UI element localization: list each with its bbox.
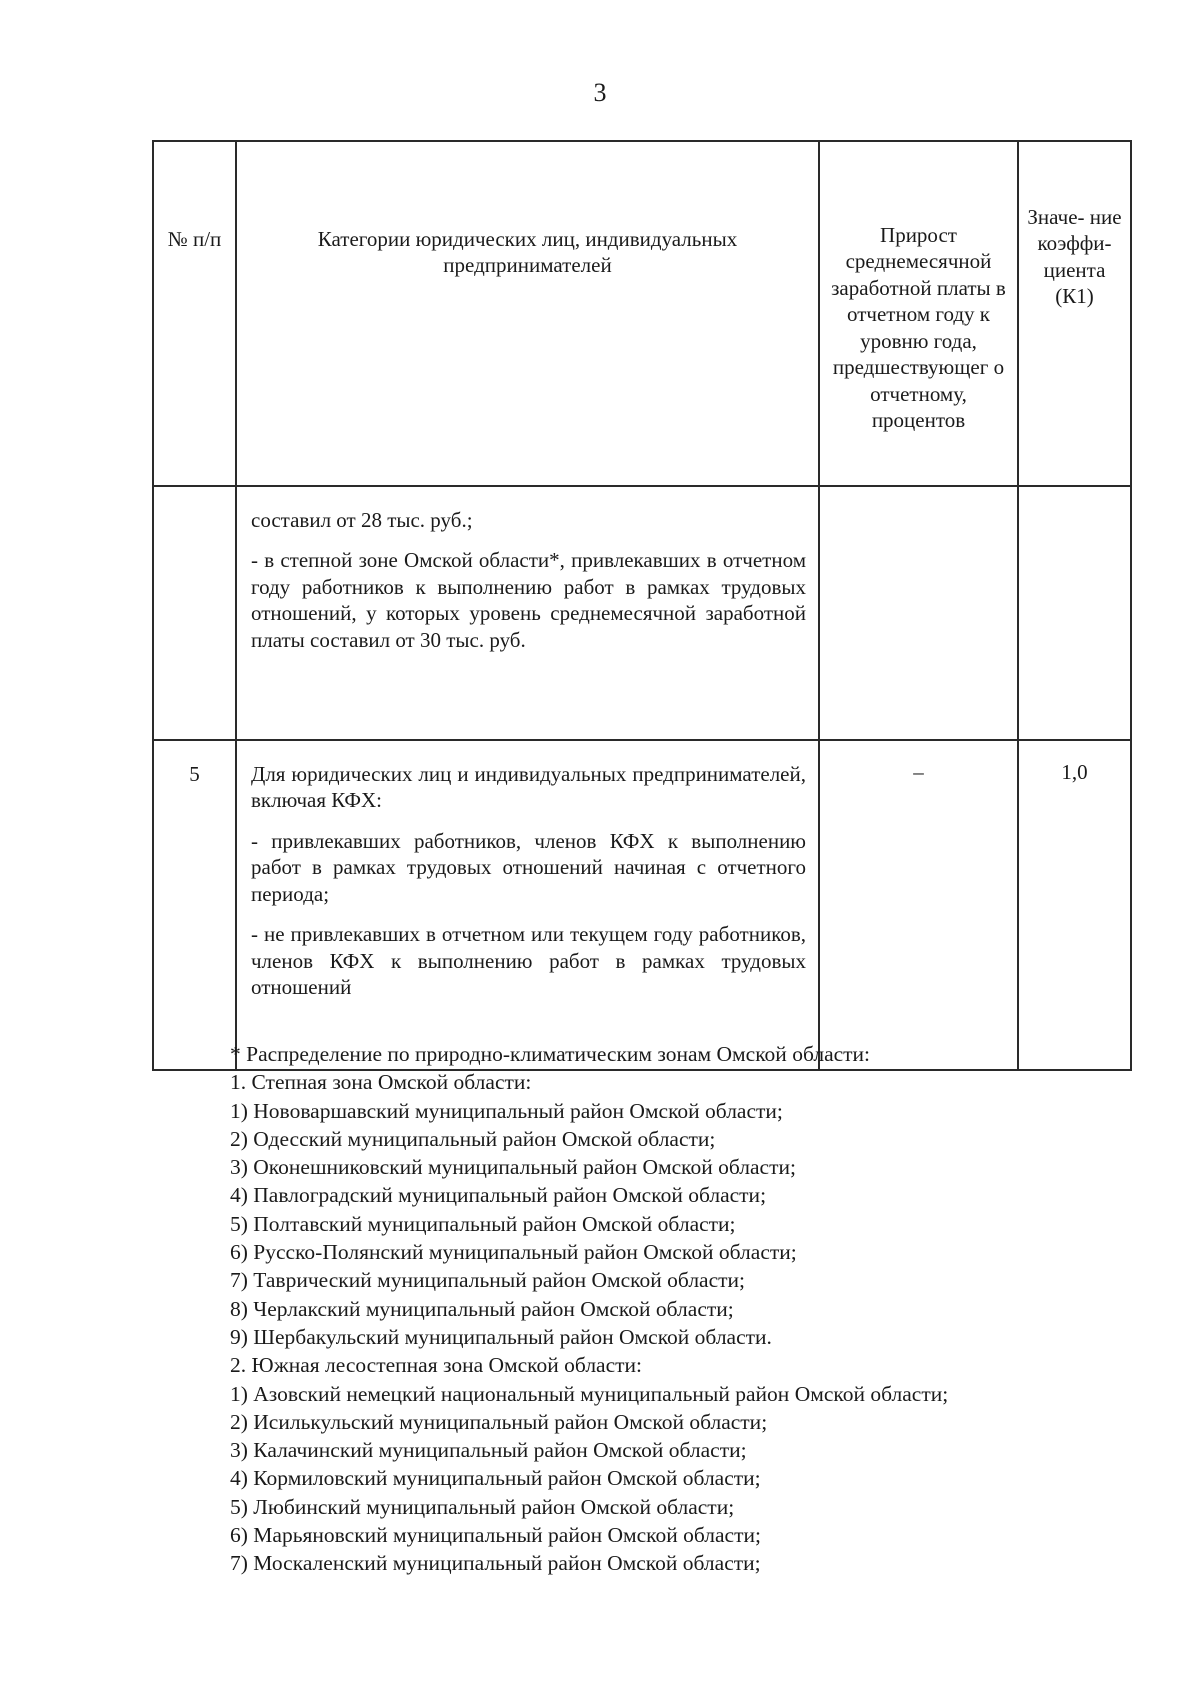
table-header-row [153, 141, 1131, 486]
page-number: 3 [593, 78, 607, 107]
footnotes [230, 1040, 1130, 1578]
row-category [236, 740, 819, 1070]
footnote-line: 1. Степная зона Омской области: [230, 1070, 532, 1095]
coefficient-table [152, 140, 1132, 1071]
table-row [153, 740, 1131, 1070]
footnote-line: 4) Павлоградский муниципальный район Омской области; [230, 1183, 767, 1208]
footnote-line: 7) Таврический муниципальный район Омской области; [230, 1268, 746, 1293]
row-num [153, 486, 236, 740]
footnote-line: 8) Черлакский муниципальный район Омской области; [230, 1296, 734, 1321]
header-coefficient: Значе- ние коэффи- циента (К1) [1018, 141, 1131, 486]
row-category [236, 486, 819, 740]
footnote-line: 2. Южная лесостепная зона Омской области: [230, 1353, 643, 1378]
footnote-line: 3) Оконешниковский муниципальный район Омской области; [230, 1155, 796, 1180]
footnote-line: 3) Калачинский муниципальный район Омской области; [230, 1438, 747, 1463]
footnote-line: 5) Полтавский муниципальный район Омской области; [230, 1211, 736, 1236]
footnote-line: 5) Любинский муниципальный район Омской области; [230, 1494, 735, 1519]
footnote-line: 2) Исилькульский муниципальный район Омской области; [230, 1409, 768, 1434]
row-coefficient: 1,0 [1018, 740, 1131, 1070]
footnote-line: * Распределение по природно-климатическим зонам Омской области: [230, 1042, 871, 1066]
header-category: Категории юридических лиц, индивидуальных предпринимателей [236, 141, 819, 486]
header-num: № п/п [153, 141, 236, 486]
footnote-line: 9) Шербакульский муниципальный район Омской области. [230, 1324, 772, 1349]
category-paragraph: - не привлекавших в отчетном или текущем году работников, членов КФХ к выполнению работ в рамках трудовых отношений [251, 922, 806, 1000]
row-growth [819, 486, 1018, 740]
category-paragraph: - в степной зоне Омской области*, привлекавших в отчетном году работников к выполнению работ в рамках трудовых отношений, у которых уровень среднемесячной заработной платы составил от 30 тыс. руб. [251, 548, 806, 652]
category-paragraph: Для юридических лиц и индивидуальных предпринимателей, включая КФХ: [251, 762, 806, 813]
row-num: 5 [153, 740, 236, 1070]
footnote-line: 7) Москаленский муниципальный район Омской области; [230, 1551, 761, 1576]
footnote-line: 1) Нововаршавский муниципальный район Омской области; [230, 1098, 783, 1123]
footnote-line: 6) Марьяновский муниципальный район Омской области; [230, 1523, 761, 1548]
footnote-line: 6) Русско-Полянский муниципальный район Омской области; [230, 1240, 797, 1265]
table-row [153, 486, 1131, 740]
row-coefficient [1018, 486, 1131, 740]
row-growth: – [819, 740, 1018, 1070]
category-paragraph: - привлекавших работников, членов КФХ к выполнению работ в рамках трудовых отношений начиная с отчетного периода; [251, 828, 806, 906]
footnote-line: 2) Одесский муниципальный район Омской области; [230, 1126, 716, 1151]
category-paragraph: составил от 28 тыс. руб.; [251, 508, 473, 532]
header-growth: Прирост среднемесячной заработной платы в отчетном году к уровню года, предшествующег о отчетному, процентов [819, 141, 1018, 486]
footnote-line: 4) Кормиловский муниципальный район Омской области; [230, 1466, 761, 1491]
footnote-line: 1) Азовский немецкий национальный муниципальный район Омской области; [230, 1381, 949, 1406]
